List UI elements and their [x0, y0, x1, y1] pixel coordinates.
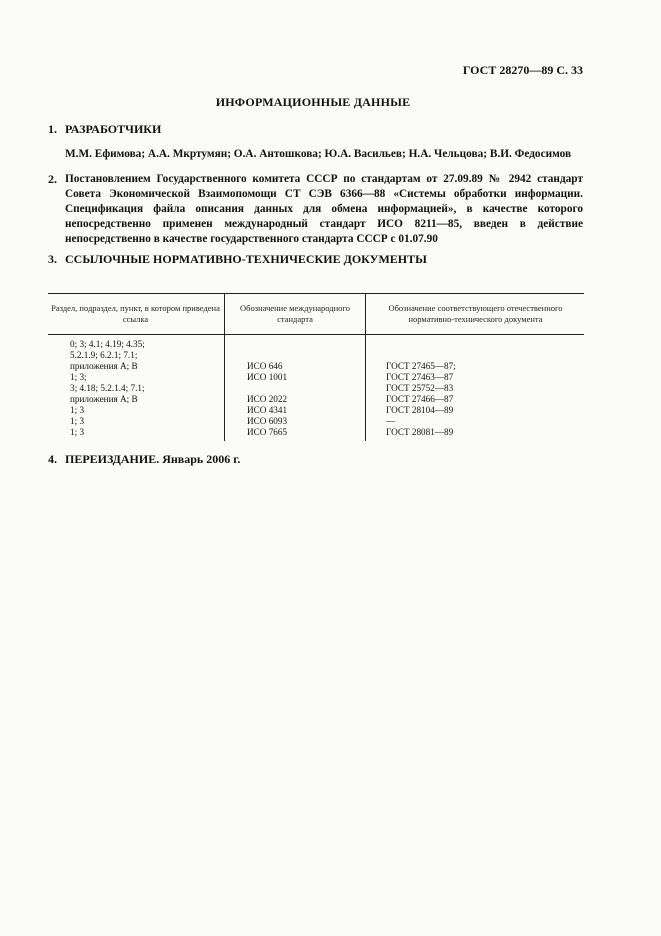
table-cell: ГОСТ 27466—87 — [386, 394, 454, 404]
section-1-title: РАЗРАБОТЧИКИ — [65, 122, 162, 136]
table-column-sections — [70, 339, 220, 438]
table-body — [48, 335, 584, 443]
table-cell: ИСО 646 — [247, 361, 283, 371]
section-3-title: ССЫЛОЧНЫЕ НОРМАТИВНО-ТЕХНИЧЕСКИЕ ДОКУМЕНТЫ — [65, 252, 427, 266]
table-cell: 1; 3 — [70, 405, 85, 415]
table-column-national-docs — [386, 339, 576, 438]
table-cell: ГОСТ 27465—87; — [386, 361, 456, 371]
table-cell: ГОСТ 27463—87 — [386, 372, 454, 382]
table-cell: ГОСТ 25752—83 — [386, 383, 454, 393]
table-cell: ИСО 1001 — [247, 372, 288, 382]
references-table — [48, 293, 584, 443]
table-column-divider — [224, 335, 225, 441]
table-cell: приложения А; В — [70, 361, 138, 371]
table-cell: 3; 4.18; 5.2.1.4; 7.1; — [70, 383, 145, 393]
table-cell: ГОСТ 28104—89 — [386, 405, 454, 415]
table-column-intl-standards — [247, 339, 357, 438]
table-header-cell-national-doc: Обозначение соответствующего отечественного нормативно-технического документа — [365, 294, 585, 334]
section-1-number: 1. — [48, 122, 57, 136]
table-cell: 1; 3 — [70, 416, 85, 426]
table-cell — [386, 339, 576, 350]
table-header-cell-section: Раздел, подраздел, пункт, в котором приведена ссылка — [51, 303, 220, 324]
developers-list: М.М. Ефимова; А.А. Мкртумян; О.А. Антошкова; Ю.А. Васильев; Н.А. Чельцова; В.И. Федосимов — [65, 148, 572, 160]
section-1-heading — [48, 122, 161, 137]
section-4-heading — [48, 452, 240, 467]
table-cell: ИСО 2022 — [247, 394, 288, 404]
section-3-heading — [48, 252, 427, 267]
table-cell: 0; 3; 4.1; 4.19; 4.35; — [70, 339, 145, 349]
page-title: ИНФОРМАЦИОННЫЕ ДАННЫЕ — [215, 95, 411, 109]
section-3-number: 3. — [48, 252, 57, 266]
section-2-text: Постановлением Государственного комитета СССР по стандартам от 27.09.89 № 2942 стандарт Совета Экономической Взаимопомощи СТ СЭВ 6366—88 «Системы обработки информации. Спецификация файла описания данных для обмена информацией», в качестве которого непосредственно применен международный стандарт ИСО 8211—85, введен в действие непосредственно в качестве государственного стандарта СССР с 01.07.90 — [65, 173, 583, 245]
section-4-number: 4. — [48, 452, 57, 466]
page-header-doc-ref: ГОСТ 28270—89 С. 33 — [462, 63, 583, 77]
table-cell — [247, 339, 357, 350]
table-cell: ИСО 4341 — [247, 405, 288, 415]
table-cell — [247, 383, 357, 394]
table-cell: 1; 3; — [70, 372, 87, 382]
table-column-divider — [365, 335, 366, 441]
section-2-number: 2. — [48, 172, 57, 186]
table-cell — [386, 350, 576, 361]
section-4-title: ПЕРЕИЗДАНИЕ. Январь 2006 г. — [65, 452, 241, 466]
table-header — [48, 293, 584, 335]
table-cell: ГОСТ 28081—89 — [386, 427, 454, 437]
table-cell: 1; 3 — [70, 427, 85, 437]
section-2 — [48, 172, 583, 245]
table-cell: — — [386, 416, 396, 426]
table-header-cell-intl-standard: Обозначение международного стандарта — [224, 294, 365, 334]
table-cell: ИСО 7665 — [247, 427, 288, 437]
table-cell: ИСО 6093 — [247, 416, 288, 426]
table-cell: 5.2.1.9; 6.2.1; 7.1; — [70, 350, 138, 360]
table-cell — [247, 350, 357, 361]
table-cell: приложения А; В — [70, 394, 138, 404]
